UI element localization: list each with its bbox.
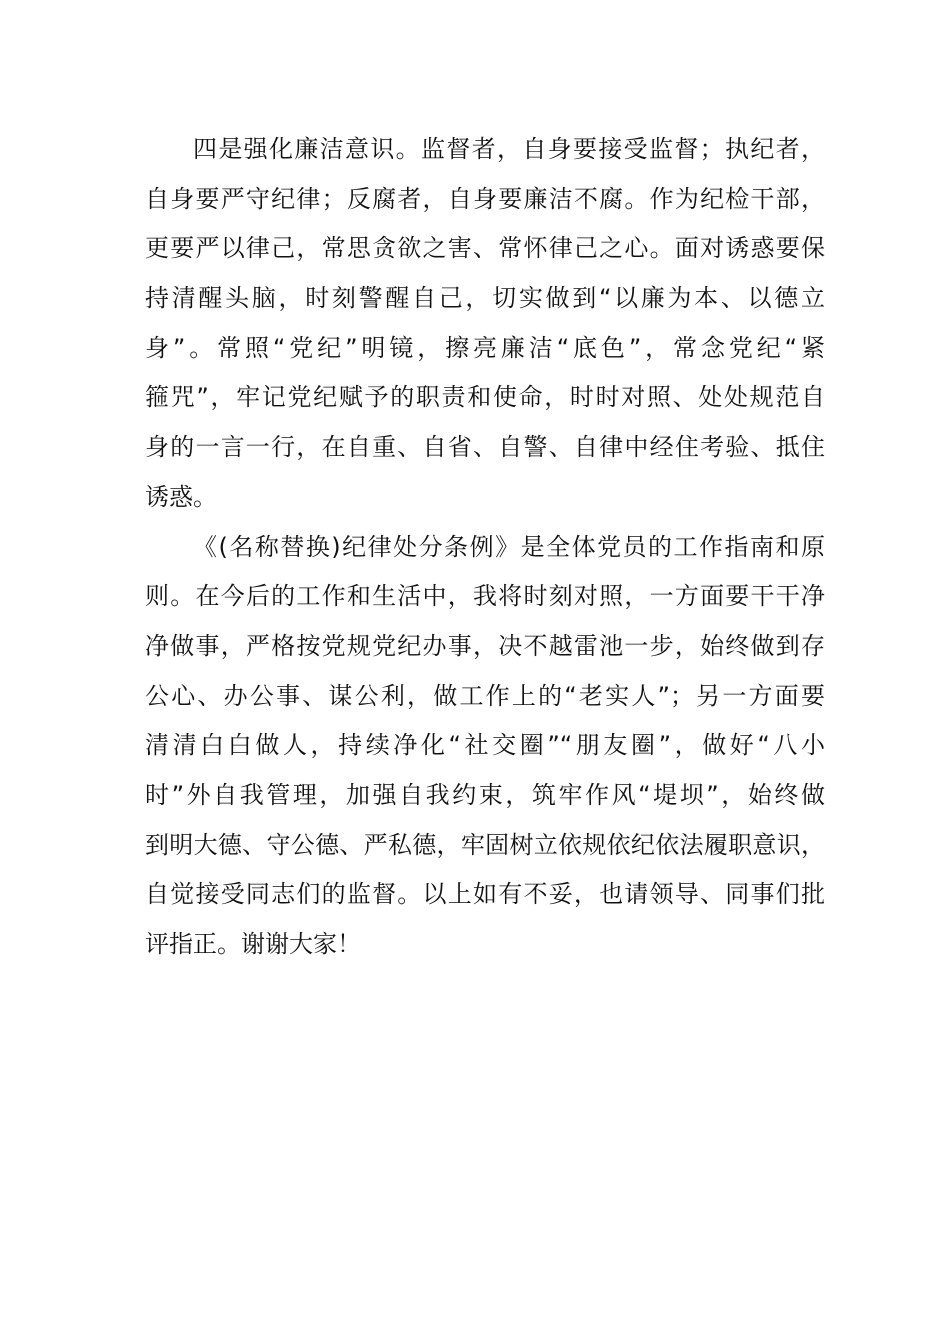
paragraph-line: 则。在今后的工作和生活中，我将时刻对照，一方面要干干净 xyxy=(145,582,825,611)
paragraph-line: 更要严以律己，常思贪欲之害、常怀律己之心。面对诱惑要保 xyxy=(145,234,825,263)
paragraph-1 xyxy=(145,125,825,523)
paragraph-line: 箍咒”，牢记党纪赋予的职责和使命，时时对照、处处规范自 xyxy=(145,383,825,412)
paragraph-line: 诱惑。 xyxy=(145,482,217,511)
paragraph-line: 到明大德、守公德、严私德，牢固树立依规依纪依法履职意识， xyxy=(145,830,825,859)
paragraph-line: 《(名称替换)纪律处分条例》是全体党员的工作指南和原 xyxy=(193,532,825,561)
paragraph-line: 自身要严守纪律；反腐者，自身要廉洁不腐。作为纪检干部， xyxy=(145,184,825,213)
paragraph-line: 身的一言一行，在自重、自省、自警、自律中经住考验、抵住 xyxy=(145,433,825,462)
paragraph-line: 持清醒头脑，时刻警醒自己，切实做到“以廉为本、以德立 xyxy=(145,284,825,313)
paragraph-line: 公心、办公事、谋公利，做工作上的“老实人”；另一方面要 xyxy=(145,681,825,710)
paragraph-line: 评指正。谢谢大家！ xyxy=(145,930,361,958)
paragraph-line: 时”外自我管理，加强自我约束，筑牢作风“堤坝”，始终做 xyxy=(145,780,825,809)
paragraph-line: 净做事，严格按党规党纪办事，决不越雷池一步，始终做到存 xyxy=(145,631,825,660)
paragraph-2 xyxy=(145,523,825,970)
paragraph-line: 身”。常照“党纪”明镜，擦亮廉洁“底色”，常念党纪“紧 xyxy=(145,333,825,362)
paragraph-line: 四是强化廉洁意识。监督者，自身要接受监督；执纪者， xyxy=(193,135,825,163)
document-body xyxy=(145,125,825,970)
paragraph-line: 自觉接受同志们的监督。以上如有不妥，也请领导、同事们批 xyxy=(145,880,825,909)
paragraph-line: 清清白白做人，持续净化“社交圈”“朋友圈”，做好“八小 xyxy=(145,731,825,760)
